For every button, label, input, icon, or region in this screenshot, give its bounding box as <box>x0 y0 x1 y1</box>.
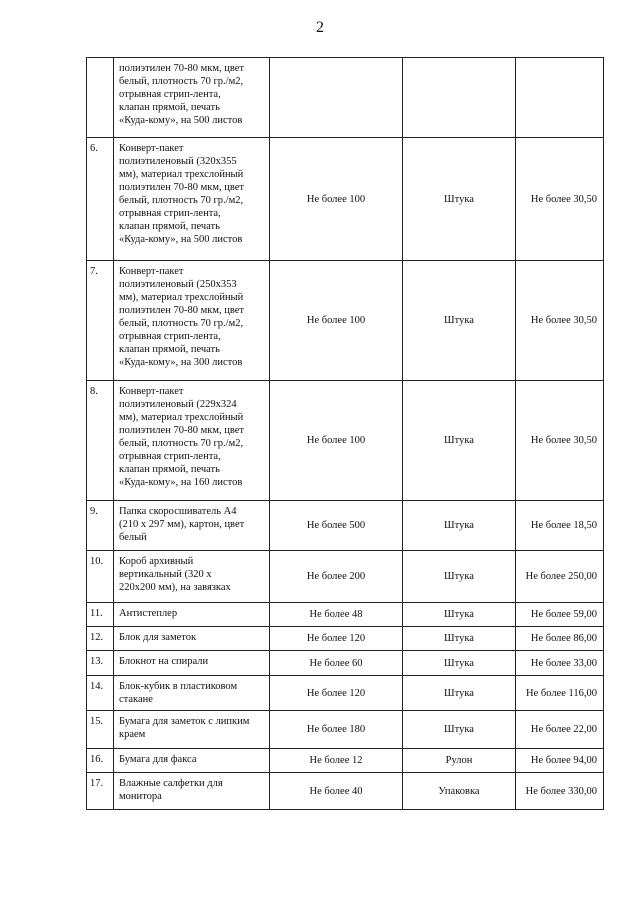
item-price: Не более 94,00 <box>516 749 604 773</box>
item-unit: Штука <box>403 627 516 651</box>
item-unit: Штука <box>403 711 516 749</box>
item-unit: Штука <box>403 501 516 551</box>
item-description: полиэтилен 70-80 мкм, цвет белый, плотность 70 гр./м2, отрывная стрип-лента, клапан прямой, печать «Куда-кому», на 500 листов <box>114 58 270 138</box>
item-quantity: Не более 48 <box>270 603 403 627</box>
item-quantity <box>270 58 403 138</box>
item-price: Не более 30,50 <box>516 261 604 381</box>
item-price: Не более 250,00 <box>516 551 604 603</box>
item-price: Не более 59,00 <box>516 603 604 627</box>
item-description: Блокнот на спирали <box>114 651 270 676</box>
item-description: Антистеплер <box>114 603 270 627</box>
item-quantity: Не более 120 <box>270 627 403 651</box>
item-unit: Штука <box>403 261 516 381</box>
item-price: Не более 30,50 <box>516 381 604 501</box>
item-unit: Штука <box>403 138 516 261</box>
item-price: Не более 22,00 <box>516 711 604 749</box>
item-description: Конверт-пакет полиэтиленовый (320x355 мм), материал трехслойный полиэтилен 70-80 мкм, цвет белый, плотность 70 гр./м2, отрывная стрип-лента, клапан прямой, печать «Куда-кому», на 500 листов <box>114 138 270 261</box>
row-number: 14. <box>87 676 114 711</box>
row-number: 15. <box>87 711 114 749</box>
item-quantity: Не более 100 <box>270 381 403 501</box>
item-quantity: Не более 120 <box>270 676 403 711</box>
table-row <box>87 501 604 551</box>
item-unit: Штука <box>403 551 516 603</box>
item-quantity: Не более 100 <box>270 138 403 261</box>
item-price: Не более 330,00 <box>516 773 604 810</box>
item-description: Папка скоросшиватель А4 (210 х 297 мм), картон, цвет белый <box>114 501 270 551</box>
item-price: Не более 30,50 <box>516 138 604 261</box>
item-price: Не более 86,00 <box>516 627 604 651</box>
row-number: 11. <box>87 603 114 627</box>
item-description: Бумага для факса <box>114 749 270 773</box>
row-number: 13. <box>87 651 114 676</box>
table-row <box>87 551 604 603</box>
item-price: Не более 18,50 <box>516 501 604 551</box>
item-unit: Рулон <box>403 749 516 773</box>
item-quantity: Не более 500 <box>270 501 403 551</box>
row-number: 6. <box>87 138 114 261</box>
item-description: Конверт-пакет полиэтиленовый (250x353 мм), материал трехслойный полиэтилен 70-80 мкм, цвет белый, плотность 70 гр./м2, отрывная стрип-лента, клапан прямой, печать «Куда-кому», на 300 листов <box>114 261 270 381</box>
item-description: Влажные салфетки для монитора <box>114 773 270 810</box>
table-row <box>87 773 604 810</box>
row-number: 17. <box>87 773 114 810</box>
table-row <box>87 711 604 749</box>
item-price: Не более 33,00 <box>516 651 604 676</box>
page-number: 2 <box>316 19 324 36</box>
item-quantity: Не более 40 <box>270 773 403 810</box>
item-unit: Упаковка <box>403 773 516 810</box>
item-description: Блок-кубик в пластиковом стакане <box>114 676 270 711</box>
row-number: 7. <box>87 261 114 381</box>
item-unit <box>403 58 516 138</box>
table-row <box>87 138 604 261</box>
table-row <box>87 381 604 501</box>
table-row <box>87 676 604 711</box>
table-row <box>87 627 604 651</box>
row-number: 10. <box>87 551 114 603</box>
item-unit: Штука <box>403 603 516 627</box>
row-number: 16. <box>87 749 114 773</box>
item-price: Не более 116,00 <box>516 676 604 711</box>
row-number: 8. <box>87 381 114 501</box>
item-quantity: Не более 60 <box>270 651 403 676</box>
item-quantity: Не более 12 <box>270 749 403 773</box>
item-description: Короб архивный вертикальный (320 х 220x200 мм), на завязках <box>114 551 270 603</box>
table-row <box>87 261 604 381</box>
table-row <box>87 603 604 627</box>
item-description: Конверт-пакет полиэтиленовый (229x324 мм), материал трехслойный полиэтилен 70-80 мкм, цвет белый, плотность 70 гр./м2, отрывная стрип-лента, клапан прямой, печать «Куда-кому», на 160 листов <box>114 381 270 501</box>
item-unit: Штука <box>403 676 516 711</box>
row-number: 12. <box>87 627 114 651</box>
item-price <box>516 58 604 138</box>
item-quantity: Не более 200 <box>270 551 403 603</box>
item-quantity: Не более 100 <box>270 261 403 381</box>
item-unit: Штука <box>403 651 516 676</box>
table-row <box>87 58 604 138</box>
item-quantity: Не более 180 <box>270 711 403 749</box>
table-row <box>87 749 604 773</box>
row-number: 9. <box>87 501 114 551</box>
table-row <box>87 651 604 676</box>
items-table <box>86 57 604 810</box>
item-unit: Штука <box>403 381 516 501</box>
row-number <box>87 58 114 138</box>
item-description: Бумага для заметок с липким краем <box>114 711 270 749</box>
item-description: Блок для заметок <box>114 627 270 651</box>
